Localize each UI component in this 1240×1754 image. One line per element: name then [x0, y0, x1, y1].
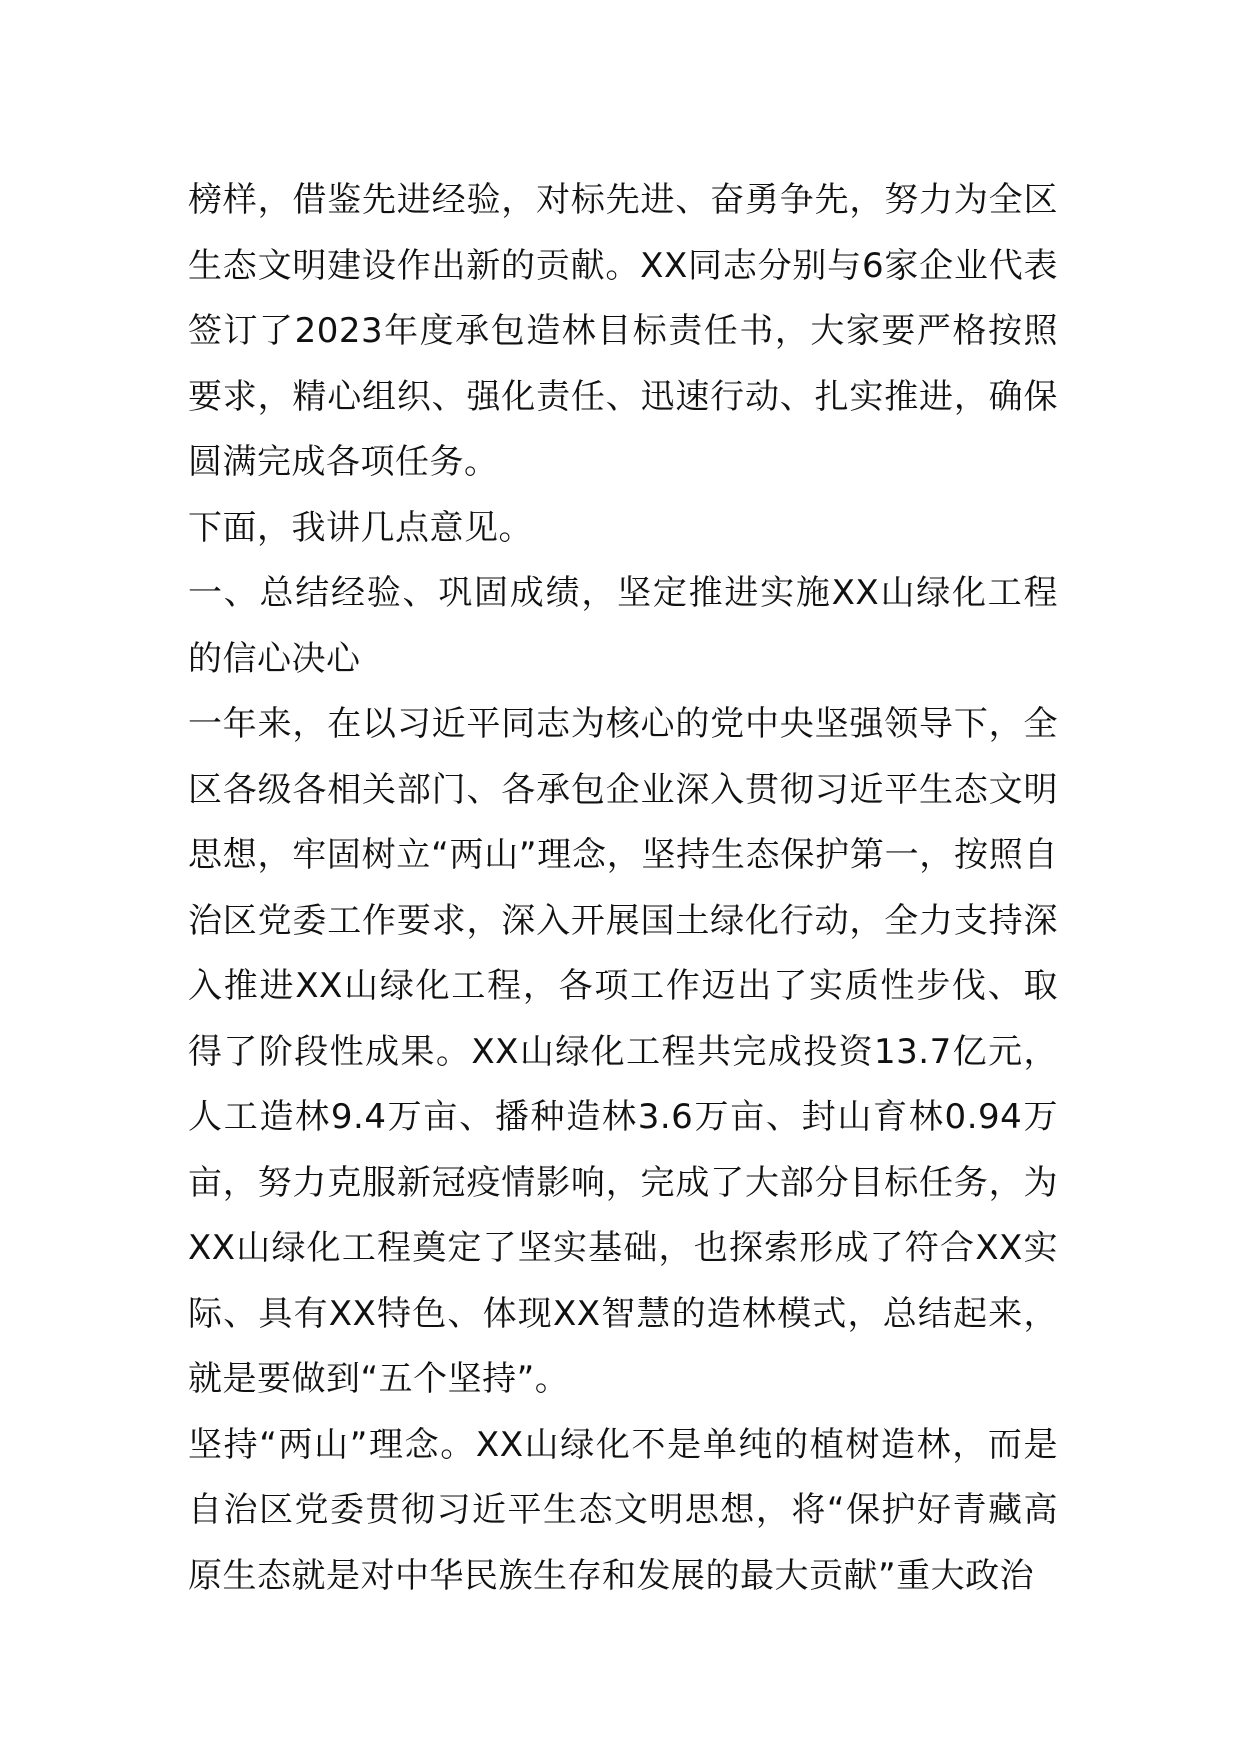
paragraph-intro: 下面，我讲几点意见。 — [188, 507, 533, 548]
paragraph-two-mountains: 坚持“两山”理念。XX山绿化不是单纯的植树造林，而是自治区党委贯彻习近平生态文明思想，将“保护好青藏高原生态就是对中华民族生存和发展的最大贡献”重大政治 — [188, 1424, 1058, 1596]
section-heading-1: 一、总结经验、巩固成绩，坚定推进实施XX山绿化工程的信心决心 — [188, 573, 1058, 679]
paragraph-continuation: 榜样，借鉴先进经验，对标先进、奋勇争先，努力为全区生态文明建设作出新的贡献。XX同志分别与6家企业代表签订了2023年度承包造林目标责任书，大家要严格按照要求，精心组织、强化责任、迅速行动、扎实推进，确保圆满完成各项任务。 — [188, 180, 1058, 482]
paragraph-achievements: 一年来，在以习近平同志为核心的党中央坚强领导下，全区各级各相关部门、各承包企业深入贯彻习近平生态文明思想，牢固树立“两山”理念，坚持生态保护第一，按照自治区党委工作要求，深入开展国土绿化行动，全力支持深入推进XX山绿化工程，各项工作迈出了实质性步伐、取得了阶段性成果。XX山绿化工程共完成投资13.7亿元，人工造林9.4万亩、播种造林3.6万亩、封山育林0.94万亩，努力克服新冠疫情影响，完成了大部分目标任务，为XX山绿化工程奠定了坚实基础，也探索形成了符合XX实际、具有XX特色、体现XX智慧的造林模式，总结起来，就是要做到“五个坚持”。 — [188, 704, 1058, 1399]
document-body — [188, 168, 1058, 1609]
